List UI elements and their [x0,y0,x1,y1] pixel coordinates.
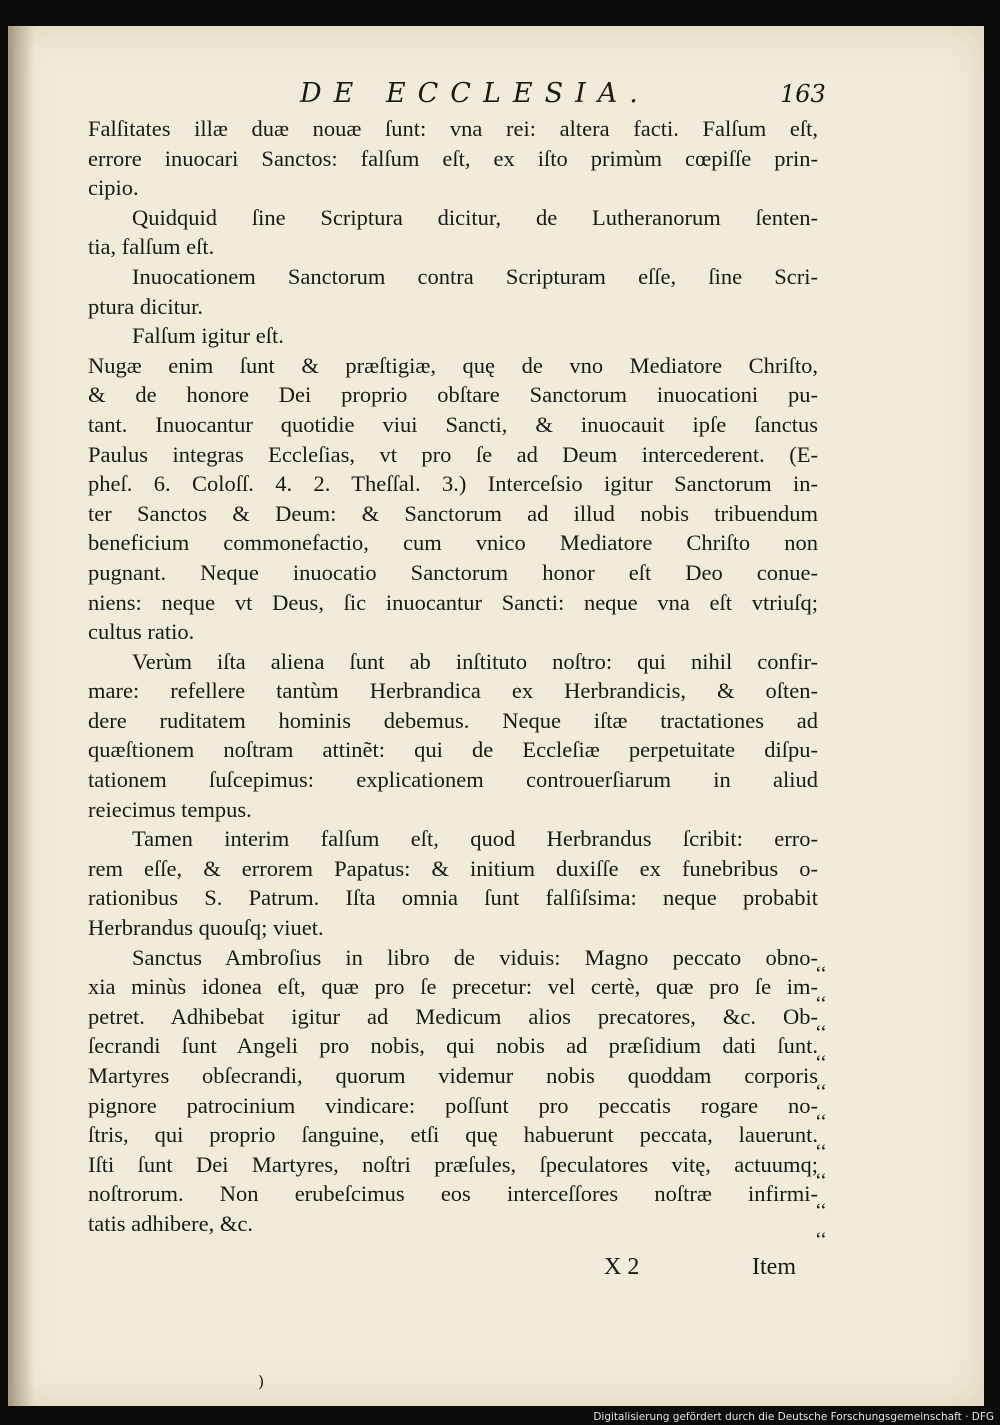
quote-mark: ‘‘ [815,1140,827,1163]
text-line: tationem ſuſcepimus: explicationem controuerſiarum in aliud [88,767,818,793]
signature-mark: X 2 [604,1254,640,1280]
text-line: tant. Inuocantur quotidie viui Sancti, & inuocauit ipſe ſanctus [88,411,818,437]
text-line: cipio. [88,175,139,201]
stray-mark: ) [258,1372,265,1391]
quote-mark: ‘‘ [815,1229,827,1252]
page-number: 163 [780,80,826,108]
text-line: xia minùs idonea eſt, quæ pro ſe precetur: vel certè, quæ pro ſe im- [88,974,818,1000]
page-gutter-shadow [8,26,34,1406]
quote-mark: ‘‘ [815,1022,827,1045]
quote-mark: ‘‘ [815,1199,827,1222]
text-line: Martyres obſecrandi, quorum videmur nobis quoddam corporis [88,1063,818,1088]
quote-mark: ‘‘ [815,963,827,985]
text-line: rationibus S. Patrum. Iſta omnia ſunt falſiſsima: neque probabit [88,885,818,911]
running-title: DE ECCLESIA. [300,78,650,109]
text-line: Tamen interim falſum eſt, quod Herbrandus ſcribit: erro- [132,826,818,852]
text-line: cultus ratio. [88,619,195,645]
text-line: & de honore Dei proprio obſtare Sanctorum inuocationi pu- [88,382,818,408]
text-line: Iſti ſunt Dei Martyres, noſtri præſules, ſpeculatores vitę, actuumq; [88,1151,818,1177]
quotation-marks-column [815,960,845,1256]
text-line: petret. Adhibebat igitur ad Medicum alios precatores, &c. Ob- [88,1003,818,1029]
text-line: beneficium commonefactio, cum vnico Mediatore Chriſto non [88,530,818,556]
text-line: noſtrorum. Non erubeſcimus eos interceſſores noſtræ infirmi- [88,1181,818,1207]
text-line: ter Sanctos & Deum: & Sanctorum ad illud nobis tribuendum [88,500,818,526]
text-line: dere ruditatem hominis debemus. Neque iſtæ tractationes ad [88,707,818,733]
text-line: pignore patrocinium vindicare: poſſunt pro peccatis rogare no- [88,1092,818,1118]
body-text [88,114,818,1239]
text-line: Paulus integras Eccleſias, vt pro ſe ad Deum intercederent. (E- [88,441,818,467]
text-line: ſtris, qui proprio ſanguine, etſi quę habuerunt peccata, lauerunt. [88,1122,818,1148]
text-line: tia, falſum eſt. [88,234,215,260]
text-line: rem eſſe, & errorem Papatus: & initium duxiſſe ex funebribus o- [88,855,818,881]
text-line: Sanctus Ambroſius in libro de viduis: Magno peccato obno- [132,944,818,970]
text-line: Inuocationem Sanctorum contra Scripturam eſſe, ſine Scri- [132,263,818,289]
text-line: ptura dicitur. [88,293,203,319]
text-line: Nugæ enim ſunt & præſtigiæ, quę de vno Mediatore Chriſto, [88,352,818,378]
text-line: niens: neque vt Deus, ſic inuocantur Sancti: neque vna eſt vtriuſq; [88,589,818,615]
text-line: Falſum igitur eſt. [132,323,284,349]
digitization-credit: Digitalisierung gefördert durch die Deutsche Forschungsgemeinschaft · DFG [593,1411,994,1423]
quote-mark: ‘‘ [815,1051,827,1074]
text-line: Quidquid ſine Scriptura dicitur, de Lutheranorum ſenten- [132,204,818,230]
text-line: tatis adhibere, &c. [88,1210,253,1236]
text-line: errore inuocari Sanctos: falſum eſt, ex iſto primùm cœpiſſe prin- [88,145,818,171]
quote-mark: ‘‘ [815,1110,827,1133]
catchword: Item [752,1254,796,1280]
text-line: Falſitates illæ duæ nouæ ſunt: vna rei: altera facti. Falſum eſt, [88,116,818,141]
text-line: reiecimus tempus. [88,796,252,822]
text-line: Verùm iſta aliena ſunt ab inſtituto noſtro: qui nihil confir- [132,648,818,674]
text-line: quæſtionem noſtram attinẽt: qui de Eccleſiæ perpetuitate diſpu- [88,737,818,763]
text-line: pheſ. 6. Coloſſ. 4. 2. Theſſal. 3.) Interceſsio igitur Sanctorum in- [88,471,818,497]
quote-mark: ‘‘ [815,1081,827,1104]
text-line: Herbrandus quouſq; viuet. [88,915,324,941]
quote-mark: ‘‘ [815,992,827,1015]
text-line: pugnant. Neque inuocatio Sanctorum honor eſt Deo conue- [88,559,818,585]
text-line: ſecrandi ſunt Angeli pro nobis, qui nobis ad præſidium dati ſunt. [88,1033,818,1059]
text-line: mare: refellere tantùm Herbrandica ex Herbrandicis, & oſten- [88,678,818,704]
quote-mark: ‘‘ [815,1170,827,1193]
